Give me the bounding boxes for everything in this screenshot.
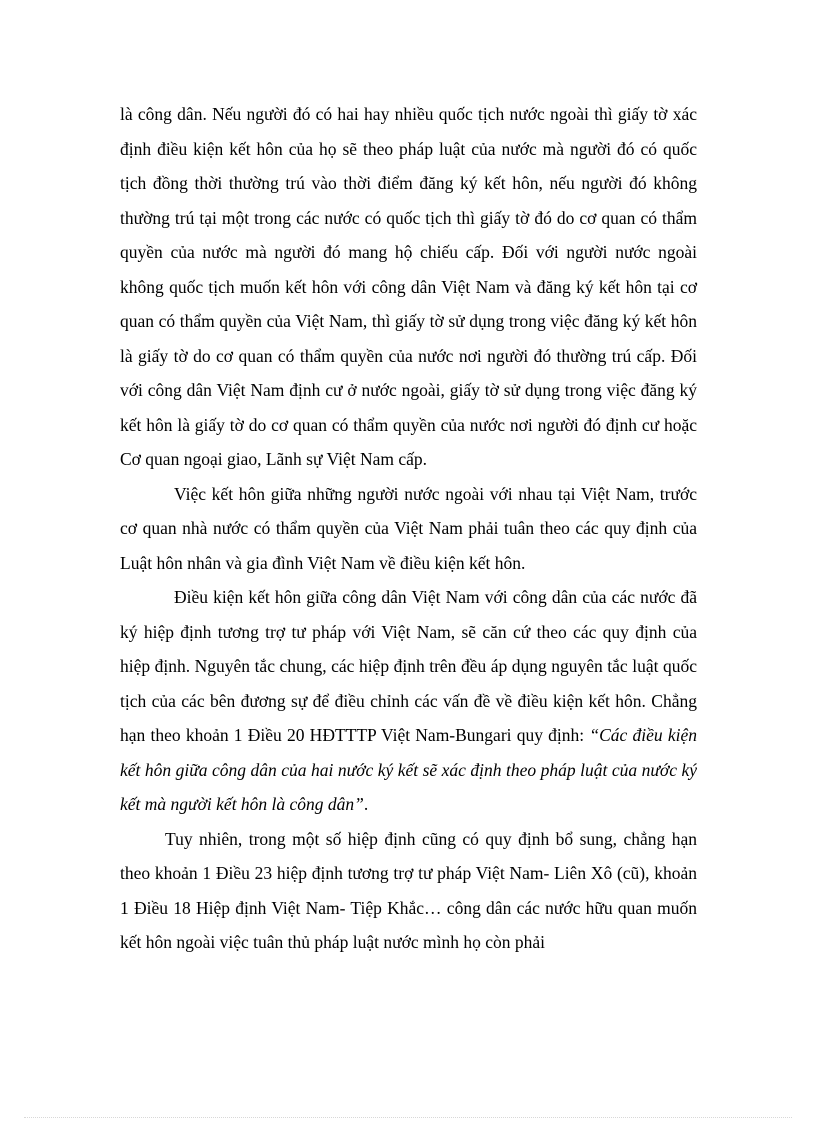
paragraph-3-text: Điều kiện kết hôn giữa công dân Việt Nam với công dân của các nước đã ký hiệp định tương trợ tư pháp với Việt Nam, sẽ căn cứ theo các quy định của hiệp định. Nguyên tắc chung, các hiệp định trên đều áp dụng nguyên tắc luật quốc tịch của các bên đương sự để điều chỉnh các vấn đề về điều kiện kết hôn. Chẳng hạn theo khoản 1 Điều 20 HĐTTTP Việt Nam-Bungari quy định: <box>120 587 697 745</box>
page-bottom-divider <box>24 1117 792 1118</box>
paragraph-3-quote: “Các điều kiện kết hôn giữa công dân của hai nước ký kết sẽ xác định theo pháp luật của nước ký kết mà người kết hôn là công dân” <box>120 725 697 814</box>
paragraph-4-text: Tuy nhiên, trong một số hiệp định cũng có quy định bổ sung, chẳng hạn theo khoản 1 Điều 23 hiệp định tương trợ tư pháp Việt Nam- Liên Xô (cũ), khoản 1 Điều 18 Hiệp định Việt Nam- Tiệp Khắc… công dân các nước hữu quan muốn kết hôn ngoài việc tuân thủ pháp luật nước mình họ còn phải <box>120 828 697 952</box>
paragraph-3-tail: . <box>363 794 369 814</box>
paragraph-4 <box>120 822 697 960</box>
paragraph-1 <box>120 97 697 477</box>
paragraph-2-text: Việc kết hôn giữa những người nước ngoài với nhau tại Việt Nam, trước cơ quan nhà nước có thẩm quyền của Việt Nam phải tuân theo các quy định của Luật hôn nhân và gia đình Việt Nam về điều kiện kết hôn. <box>120 483 697 573</box>
paragraph-3 <box>120 580 697 822</box>
paragraph-1-text: là công dân. Nếu người đó có hai hay nhiều quốc tịch nước ngoài thì giấy tờ xác định điều kiện kết hôn của họ sẽ theo pháp luật của nước mà người đó có quốc tịch đồng thời thường trú vào thời điểm đăng ký kết hôn, nếu người đó không thường trú tại một trong các nước có quốc tịch thì giấy tờ đó do cơ quan có thẩm quyền của nước mà người đó mang hộ chiếu cấp. Đối với người nước ngoài không quốc tịch muốn kết hôn với công dân Việt Nam và đăng ký kết hôn tại cơ quan có thẩm quyền của Việt Nam, thì giấy tờ sử dụng trong việc đăng ký kết hôn là giấy tờ do cơ quan có thẩm quyền của nước nơi người đó thường trú cấp. Đối với công dân Việt Nam định cư ở nước ngoài, giấy tờ sử dụng trong việc đăng ký kết hôn là giấy tờ do cơ quan có thẩm quyền của nước nơi người đó định cư hoặc Cơ quan ngoại giao, Lãnh sự Việt Nam cấp. <box>120 104 697 469</box>
document-body <box>120 97 697 960</box>
paragraph-2 <box>120 477 697 581</box>
